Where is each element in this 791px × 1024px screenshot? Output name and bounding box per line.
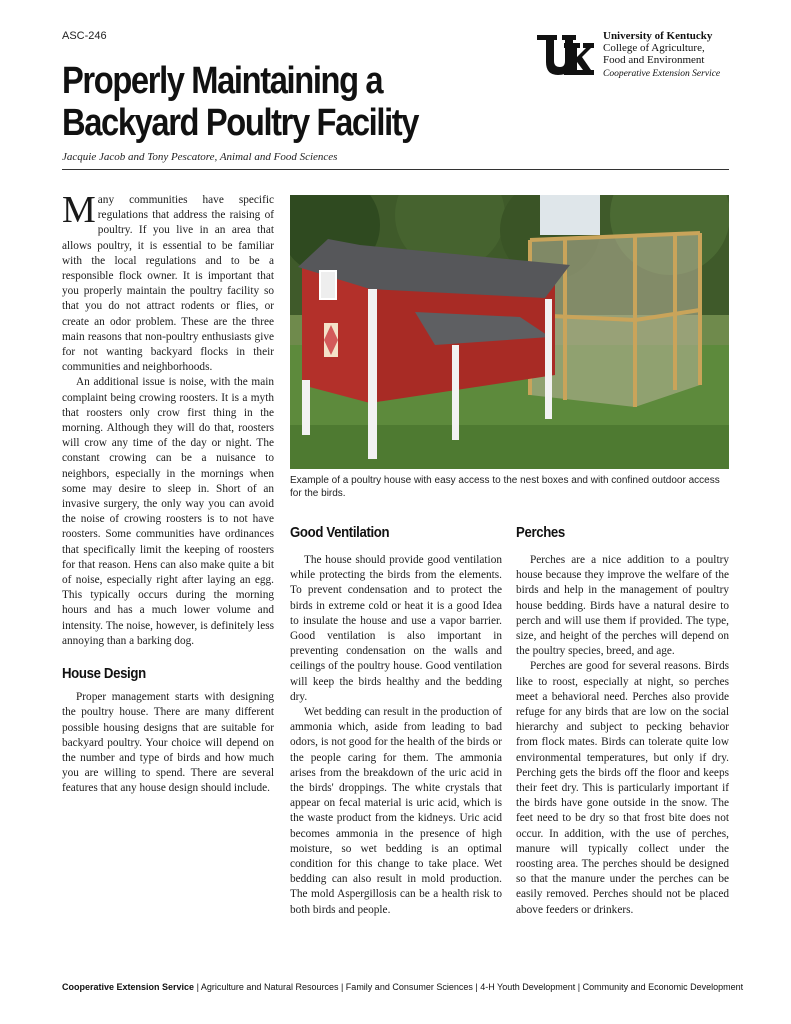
column-3 bbox=[516, 553, 729, 918]
title-line-1: Properly Maintaining a bbox=[62, 60, 383, 102]
university-name: University of Kentucky bbox=[603, 30, 713, 42]
intro-paragraph-1-text: any communities have specific regulations that address the raising of poultry. If you live in an area that allows poultry, it is essential to be familiar with the local regulations and to be a responsible flock owner. It is important that you properly maintain the poultry facility so that you do not attract rodents or flies, or create an odor problem. These are the three main reasons that non-poultry enthusiasts give for not wanting backyard flocks in their communities and neighborhoods. bbox=[62, 194, 274, 374]
ventilation-paragraph-1: The house should provide good ventilation while protecting the birds from the elements. To prevent condensation and to protect the birds in extreme cold or heat it is a good Idea to insulate the house and use a vapor barrier. Good ventilation is also important in preventing condensation on the walls and ceilings of the poultry house. Good ventilation will keep the birds healthy and the bedding dry. bbox=[290, 554, 502, 703]
perches-heading: Perches bbox=[516, 524, 565, 541]
title-line-2: Backyard Poultry Facility bbox=[62, 102, 419, 144]
college-name-line-1: College of Agriculture, bbox=[603, 42, 705, 54]
footer-program-areas: | Agriculture and Natural Resources | Family and Consumer Sciences | 4-H Youth Development | Community and Economic Development bbox=[194, 982, 744, 992]
ventilation-heading: Good Ventilation bbox=[290, 524, 390, 541]
uk-logo-icon bbox=[536, 33, 594, 77]
perches-paragraph-1: Perches are a nice addition to a poultry house because they improve the welfare of the birds and help in the management of poultry house bedding. Birds have a natural desire to perch and will use them if provided. The type, size, and height of the perches will depend on the poultry species, breed, and age. bbox=[516, 554, 729, 658]
header-divider bbox=[62, 169, 729, 170]
intro-paragraph-1 bbox=[62, 189, 274, 375]
college-name-line-2: Food and Environment bbox=[603, 54, 705, 66]
drop-cap: M bbox=[62, 189, 96, 231]
column-1 bbox=[62, 189, 274, 797]
extension-service-name: Cooperative Extension Service bbox=[603, 69, 721, 79]
footer-lead: Cooperative Extension Service bbox=[62, 982, 195, 992]
ventilation-paragraph-2: Wet bedding can result in the production of ammonia which, aside from leading to bad odors, is not good for the health of the birds or the people caring for them. The ammonia arises from the breakdown of the uric acid in the birds' droppings. The white crystals that appear on fecal material is uric acid, which is the waste product from the kidneys. Uric acid becomes ammonia in the presence of high moisture, so wet bedding is an optimal condition for this change to take place. Wet bedding can also result in mold production. The mold Aspergillosis can be a health risk to both birds and people. bbox=[290, 706, 502, 916]
authors-line: Jacquie Jacob and Tony Pescatore, Animal and Food Sciences bbox=[62, 151, 338, 163]
page-title bbox=[62, 60, 440, 144]
photo-caption: Example of a poultry house with easy access to the nest boxes and with confined outdoor access for the birds. bbox=[290, 475, 720, 499]
document-id: ASC-246 bbox=[62, 30, 107, 42]
house-design-paragraph: Proper management starts with designing the poultry house. There are many different possible housing designs that are suitable for backyard poultry. Your choice will depend on the number and type of birds and how much you are willing to spend. There are several features that any house design should include. bbox=[62, 691, 274, 795]
perches-paragraph-2: Perches are good for several reasons. Birds like to roost, especially at night, so perches meet a behavioral need. Perches also provide refuge for any birds that are low on the social hierarchy and subject to pecking behavior from flock mates. Birds can tolerate quite low environmental temperatures, but only if dry. Perching gets the birds off the floor and keeps their feet dry. This is particularly important if the birds have gone outside in the snow. The feet need to be dry so that frost bite does not occur. In addition, with the use of perches, manure will typically collect under the roosting area. The perches should be designed so that the manure under the perches can be easily removed. Perches should not be placed above feeders or drinkers. bbox=[516, 660, 729, 916]
footer bbox=[62, 982, 742, 992]
university-block bbox=[603, 30, 743, 80]
house-design-heading: House Design bbox=[62, 665, 146, 683]
column-2 bbox=[290, 553, 502, 918]
poultry-house-photo bbox=[290, 195, 729, 469]
intro-paragraph-2: An additional issue is noise, with the main complaint being crowing roosters. It is a myth that roosters only crow first thing in the morning. Although they will do that, roosters will crow any time of the day or night. The constant crowing can be a nuisance to neighbors, especially in the mornings when some may desire to sleep in. Short of an invasive surgery, the only way you can avoid the noise of crowing roosters is to not have roosters. Some communities have ordinances that specifically limit the keeping of roosters for that reason. Hens can also make quite a bit of noise, especially right after laying an egg. This typically occurs during the morning hours and has a much lower volume and intensity. The noise, however, is definitely less annoying than a barking dog. bbox=[62, 376, 274, 647]
